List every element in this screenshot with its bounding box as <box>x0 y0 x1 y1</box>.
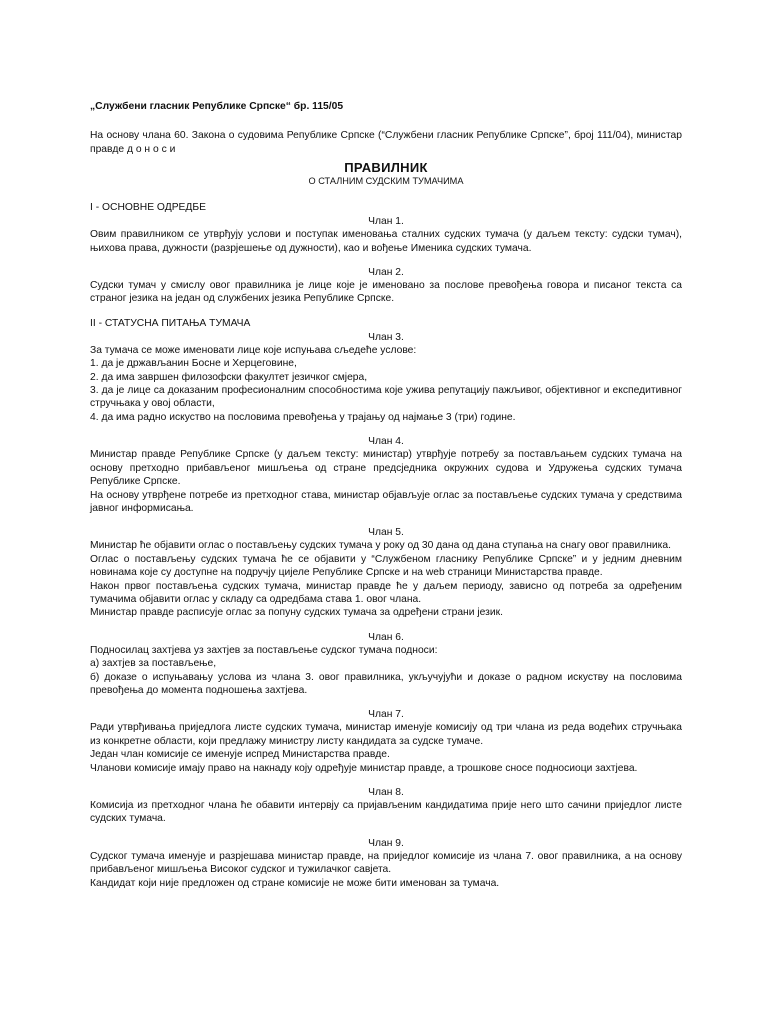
article-paragraph: Министар правде расписује оглас за попуну судских тумача за одређени страни језик. <box>90 607 503 619</box>
article-title: Члан 1. <box>368 216 404 228</box>
article-title: Члан 6. <box>368 631 404 643</box>
article-title: Члан 8. <box>368 787 404 798</box>
article-block <box>90 527 682 619</box>
article-paragraph: 4. да има радно искуство на пословима превођења у трајању од најмање 3 (три) године. <box>90 411 516 423</box>
article-paragraph: Ради утврђивања приједлога листе судских тумача, министар именује комисију од три члана из реда водећих стручњака из конкретне области, који предлажу министру листу кандидата за судске тумаче. <box>90 722 682 747</box>
article-block <box>90 838 682 890</box>
article-block <box>90 332 682 424</box>
article-paragraph: Након првог постављења судских тумача, министар правде ће у даљем периоду, зависно од потреба за одређеним тумачима објавити оглас у складу са одредбама става 1. овог члана. <box>90 580 682 605</box>
article-paragraph: Један члан комисије се именује испред Министарства правде. <box>90 749 390 761</box>
article-block <box>90 267 682 306</box>
intro-paragraph: На основу члана 60. Закона о судовима Републике Српске (“Службени гласник Републике Српске”, број 111/04), министар правде д о н о с и <box>90 130 682 155</box>
document-title: ПРАВИЛНИК <box>344 160 428 176</box>
article-block <box>90 216 682 255</box>
document-subtitle: О СТАЛНИМ СУДСКИМ ТУМАЧИМА <box>308 176 464 187</box>
article-title: Члан 3. <box>368 331 404 343</box>
article-block <box>90 436 682 515</box>
article-paragraph: Подносилац захтјева уз захтјев за постављење судског тумача подноси: <box>90 644 438 656</box>
article-paragraph: Комисија из претходног члана ће обавити интервју са пријављеним кандидатима прије него што сачини приједлог листе судских тумача. <box>90 800 682 825</box>
article-paragraph: На основу утврђене потребе из претходног става, министар објављује оглас за постављење судских тумача у средствима јавног информисања. <box>90 489 682 514</box>
article-title: Члан 5. <box>368 527 404 539</box>
article-paragraph: 3. да је лице са доказаним професионалним способностима које ужива репутацију пажљивог, објективног и експедитивног стручњака у овој области, <box>90 385 682 410</box>
article-paragraph: Министар ће објавити оглас о постављењу судских тумача у року од 30 дана од дана ступања на снагу овог правилника. <box>90 540 671 552</box>
article-paragraph: 1. да је држављанин Босне и Херцеговине, <box>90 358 297 370</box>
article-block <box>90 632 682 698</box>
article-title: Члан 4. <box>368 436 404 448</box>
article-paragraph: 2. да има завршен филозофски факултет језичког смјера, <box>90 371 368 383</box>
article-paragraph: Судског тумача именује и разрјешава министар правде, на приједлог комисије из члана 7. овог правилника, а на основу прибављеног мишљења Високог судског и тужилачког савјета. <box>90 850 682 876</box>
article-paragraph: Чланови комисије имају право на накнаду коју одређује министар правде, а трошкове сносе подносиоци захтјева. <box>90 762 638 774</box>
article-paragraph: Оглас о постављењу судских тумача ће се објавити у “Службеном гласнику Републике Српске” и у једним дневним новинама које су доступне на подручју цијеле Републике Српске и на web страници Министарства правде. <box>90 553 682 579</box>
article-paragraph: Министар правде Републике Српске (у даљем тексту: министар) утврђује потребу за постављањем судских тумача на основу претходно прибављеног мишљења од стране предсједника окружних судова и Удружења судских тумача Републике Српске. <box>90 449 682 488</box>
article-paragraph: б) доказе о испуњавању услова из члана 3. овог правилника, укључујући и доказе о радном искуству на пословима превођења до момента подношења захтјева. <box>90 671 682 696</box>
document-body <box>90 202 682 890</box>
section-heading: II - СТАТУСНА ПИТАЊА ТУМАЧА <box>90 317 251 329</box>
article-title: Члан 9. <box>368 837 404 849</box>
gazette-reference: „Службени гласник Републике Српске“ бр. 115/05 <box>90 101 344 112</box>
article-paragraph: а) захтјев за постављење, <box>90 658 217 670</box>
article-paragraph: Овим правилником се утврђују услови и поступак именовања сталних судских тумача (у даљем тексту: судски тумач), њихова права, дужности (разрјешење од дужности), као и вођење Именика судских тумача. <box>90 229 682 254</box>
article-paragraph: Кандидат који није предложен од стране комисије не може бити именован за тумача. <box>90 877 500 889</box>
article-block <box>90 787 682 826</box>
article-title: Члан 2. <box>368 267 404 279</box>
article-paragraph: Судски тумач у смислу овог правилника је лице које је именовано за послове превођења говора и писаног текста са страног језика на један од службених језика Републике Српске. <box>90 280 682 305</box>
article-block <box>90 709 682 775</box>
article-title: Члан 7. <box>368 709 404 721</box>
article-paragraph: За тумача се може именовати лице које испуњава сљедеће услове: <box>90 344 417 356</box>
section-heading: I - ОСНОВНЕ ОДРЕДБЕ <box>90 202 207 214</box>
